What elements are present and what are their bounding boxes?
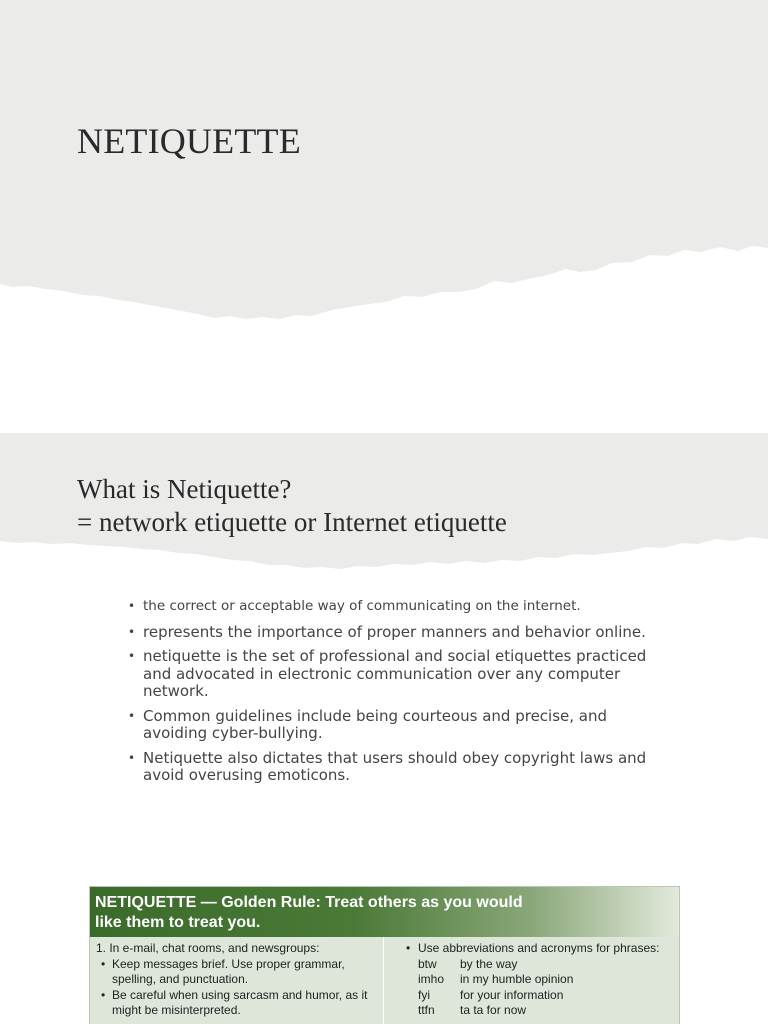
abbreviation-row: [406, 1003, 676, 1019]
abbreviations-intro: • Use abbreviations and acronyms for phrases:: [406, 941, 660, 955]
abbreviation: ttfn: [418, 1003, 435, 1017]
heading-line-question: What is Netiquette?: [77, 474, 292, 504]
abbreviation-row: [406, 988, 676, 1004]
abbreviation-meaning: by the way: [460, 956, 518, 971]
rule-subitem: • Keep messages brief. Use proper grammar, spelling, and punctuation.: [101, 956, 345, 986]
list-item: • Netiquette also dictates that users should obey copyright laws and avoid overusing emoticons.: [128, 748, 647, 784]
bullet-icon: •: [128, 708, 136, 723]
list-item: • represents the importance of proper manners and behavior online.: [128, 622, 646, 641]
abbreviation: btw: [418, 956, 437, 971]
abbreviation-meaning: in my humble opinion: [460, 972, 574, 986]
rule-item: 1. In e-mail, chat rooms, and newsgroups:: [96, 941, 320, 955]
bullet-icon: •: [128, 649, 136, 663]
abbreviation-meaning: ta ta for now: [460, 1003, 527, 1017]
slide-title-heading: NETIQUETTE: [77, 121, 301, 161]
bullet-icon: •: [128, 599, 136, 613]
heading-line-definition: = network etiquette or Internet etiquette: [77, 507, 507, 537]
slide-title: [0, 0, 768, 420]
bullet-icon: •: [128, 624, 136, 639]
golden-rule-header: NETIQUETTE — Golden Rule: Treat others as you would like them to treat you.: [90, 887, 679, 937]
abbreviation: imho: [418, 972, 445, 986]
abbreviation: fyi: [418, 987, 430, 1002]
bullet-icon: •: [101, 987, 106, 1002]
slide-heading: [77, 473, 507, 539]
bullet-icon: •: [406, 941, 411, 955]
torn-paper-background: [0, 0, 768, 420]
list-item: • Common guidelines include being courteous and precise, and avoiding cyber-bullying.: [128, 706, 608, 742]
bullet-icon: •: [128, 750, 136, 765]
bullet-icon: •: [101, 956, 106, 971]
list-item: • netiquette is the set of professional and social etiquettes practiced and advocated in electronic communication over any computer network.: [128, 647, 647, 700]
golden-rule-box: [89, 886, 680, 1024]
abbreviation-meaning: for your information: [460, 987, 564, 1002]
abbreviation-row: [406, 972, 676, 988]
list-item: • the correct or acceptable way of communicating on the internet.: [128, 598, 581, 614]
abbreviations-column: [388, 937, 676, 1019]
bullet-list: [128, 598, 658, 792]
abbreviation-row: [406, 957, 676, 973]
rule-subitem: • Be careful when using sarcasm and humor, as it might be misinterpreted.: [101, 987, 368, 1017]
rules-column: [90, 937, 384, 1024]
slide-what-is-netiquette: [0, 433, 768, 1024]
